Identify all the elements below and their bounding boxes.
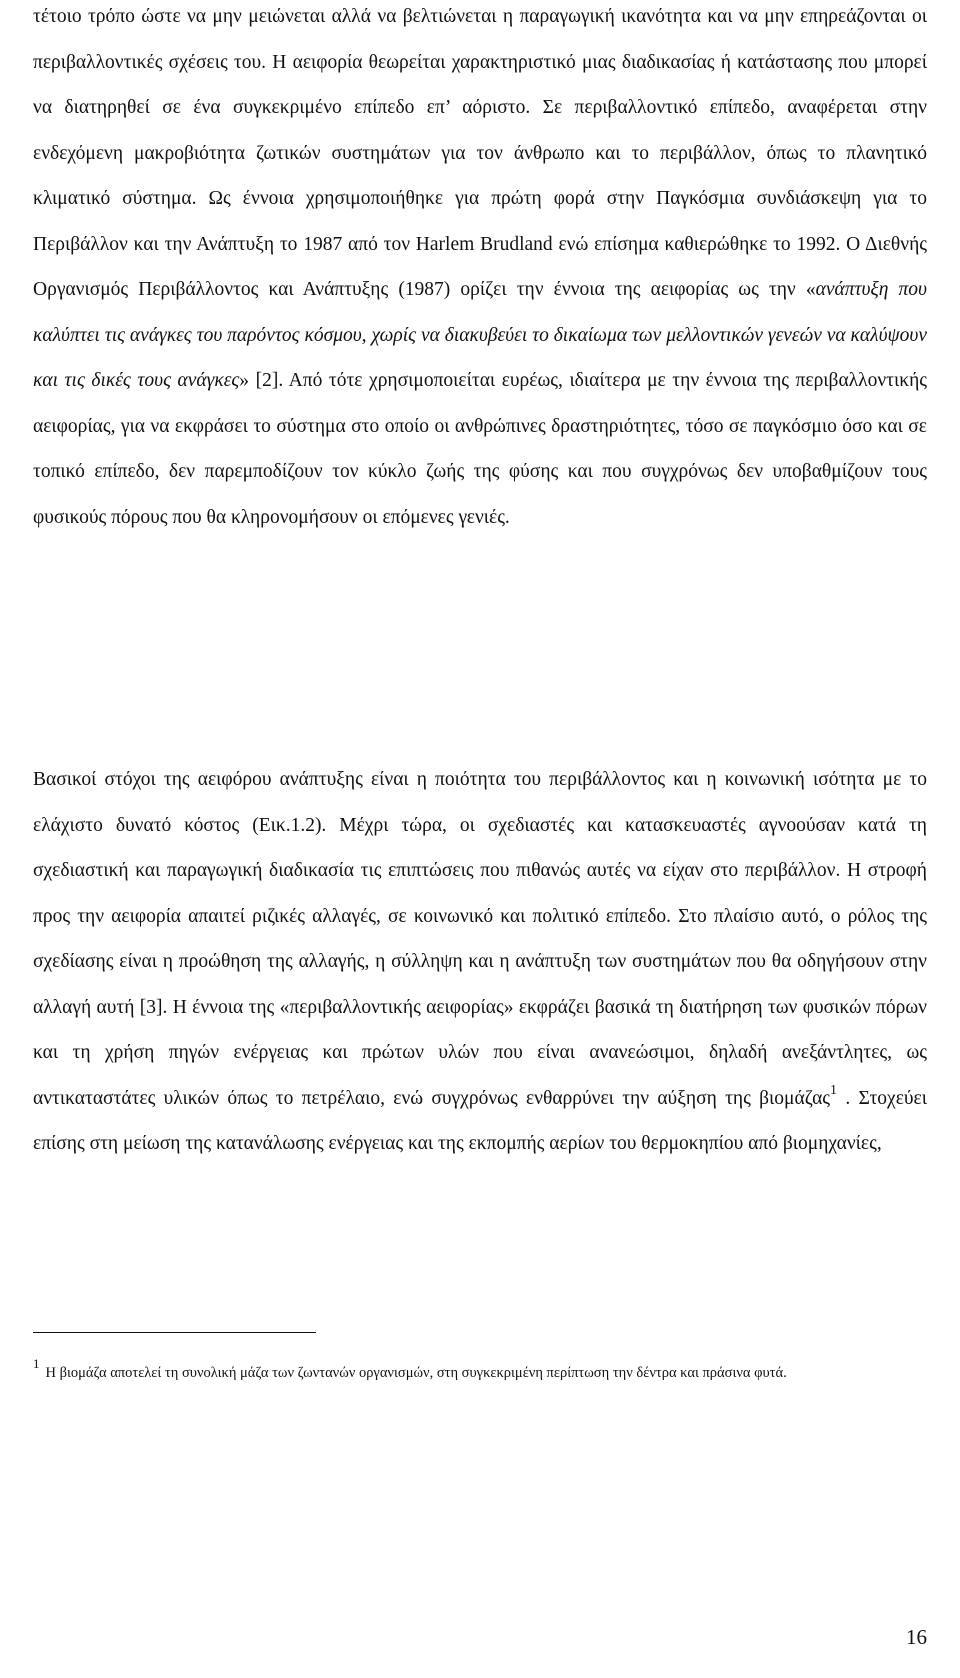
- footnote: [33, 1350, 927, 1396]
- page-number: 16: [906, 1625, 927, 1649]
- footnote-separator: [33, 1332, 316, 1333]
- paragraph-1-text: τέτοιο τρόπο ώστε να μην μειώνεται αλλά να βελτιώνεται η παραγωγική ικανότητα και να μην επηρεάζονται οι περιβαλλοντικές σχέσεις του. Η αειφορία θεωρείται χαρακτηριστικό μιας διαδικασίας ή κατάστασης που μπορεί να διατηρηθεί σε ένα συγκεκριμένο επίπεδο επ’ αόριστο. Σε περιβαλλοντικό επίπεδο, αναφέρεται στην ενδεχόμενη μακροβιότητα ζωτικών συστημάτων για τον άνθρωπο και το περιβάλλον, όπως το πλανητικό κλιματικό σύστημα. Ως έννοια χρησιμοποιήθηκε για πρώτη φορά στην Παγκόσμια συνδιάσκεψη για το Περιβάλλον και την Ανάπτυξη το 1987 από τον Harlem Brudland ενώ επίσημα καθιερώθηκε το 1992. Ο Διεθνής Οργανισμός Περιβάλλοντος και Ανάπτυξης (1987) ορίζει την έννοια της αειφορίας ως την «: [33, 6, 927, 301]
- body-paragraph-1: [33, 0, 927, 541]
- body-paragraph-2: [33, 757, 927, 1167]
- paragraph-2-text: Βασικοί στόχοι της αειφόρου ανάπτυξης είναι η ποιότητα του περιβάλλοντος και η κοινωνική ισότητα με το ελάχιστο δυνατό κόστος (Εικ.1.2). Μέχρι τώρα, οι σχεδιαστές και κατασκευαστές αγνοούσαν κατά τη σχεδιαστική και παραγωγική διαδικασία τις επιπτώσεις που πιθανώς αυτές να είχαν στο περιβάλλον. Η στροφή προς την αειφορία απαιτεί ριζικές αλλαγές, σε κοινωνικό και πολιτικό επίπεδο. Στο πλαίσιο αυτό, ο ρόλος της σχεδίασης είναι η προώθηση της αλλαγής, η σύλληψη και η ανάπτυξη των συστημάτων που θα οδηγήσουν στην αλλαγή αυτή [3]. Η έννοια της «περιβαλλοντικής αειφορίας» εκφράζει βασικά τη διατήρηση των φυσικών πόρων και τη χρήση πηγών ενέργειας και πρώτων υλών που είναι ανανεώσιμοι, δηλαδή ανεξάντλητες, ως αντικαταστάτες υλικών όπως το πετρέλαιο, ενώ συγχρόνως ενθαρρύνει την αύξηση της βιομάζας: [33, 769, 927, 1109]
- paragraph-2-text-continued: . Στοχεύει επίσης στη μείωση της κατανάλωσης ενέργειας και της εκπομπής αερίων του θερμοκηπίου από βιομηχανίες,: [33, 1087, 927, 1155]
- footnote-text: Η βιομάζα αποτελεί τη συνολική μάζα των ζωντανών οργανισμών, στη συγκεκριμένη περίπτωση την δέντρα και πράσινα φυτά.: [45, 1365, 787, 1381]
- aeiforia-definition-quote: ανάπτυξη που καλύπτει τις ανάγκες του παρόντος κόσμου, χωρίς να διακυβεύει το δικαίωμα των μελλοντικών γενεών να καλύψουν και τις δικές τους ανάγκες: [33, 279, 927, 392]
- footnote-reference: 1: [830, 1082, 838, 1098]
- paragraph-1-text-continued: » [2]. Από τότε χρησιμοποιείται ευρέως, ιδιαίτερα με την έννοια της περιβαλλοντικής αειφορίας, για να εκφράσει το σύστημα στο οποίο οι ανθρώπινες δραστηριότητες, τόσο σε παγκόσμιο όσο και σε τοπικό επίπεδο, δεν παρεμποδίζουν τον κύκλο ζωής της φύσης και που συγχρόνως δεν υποβαθμίζουν τους φυσικούς πόρους που θα κληρονομήσουν οι επόμενες γενιές.: [33, 370, 928, 529]
- footnote-marker: 1: [33, 1356, 40, 1371]
